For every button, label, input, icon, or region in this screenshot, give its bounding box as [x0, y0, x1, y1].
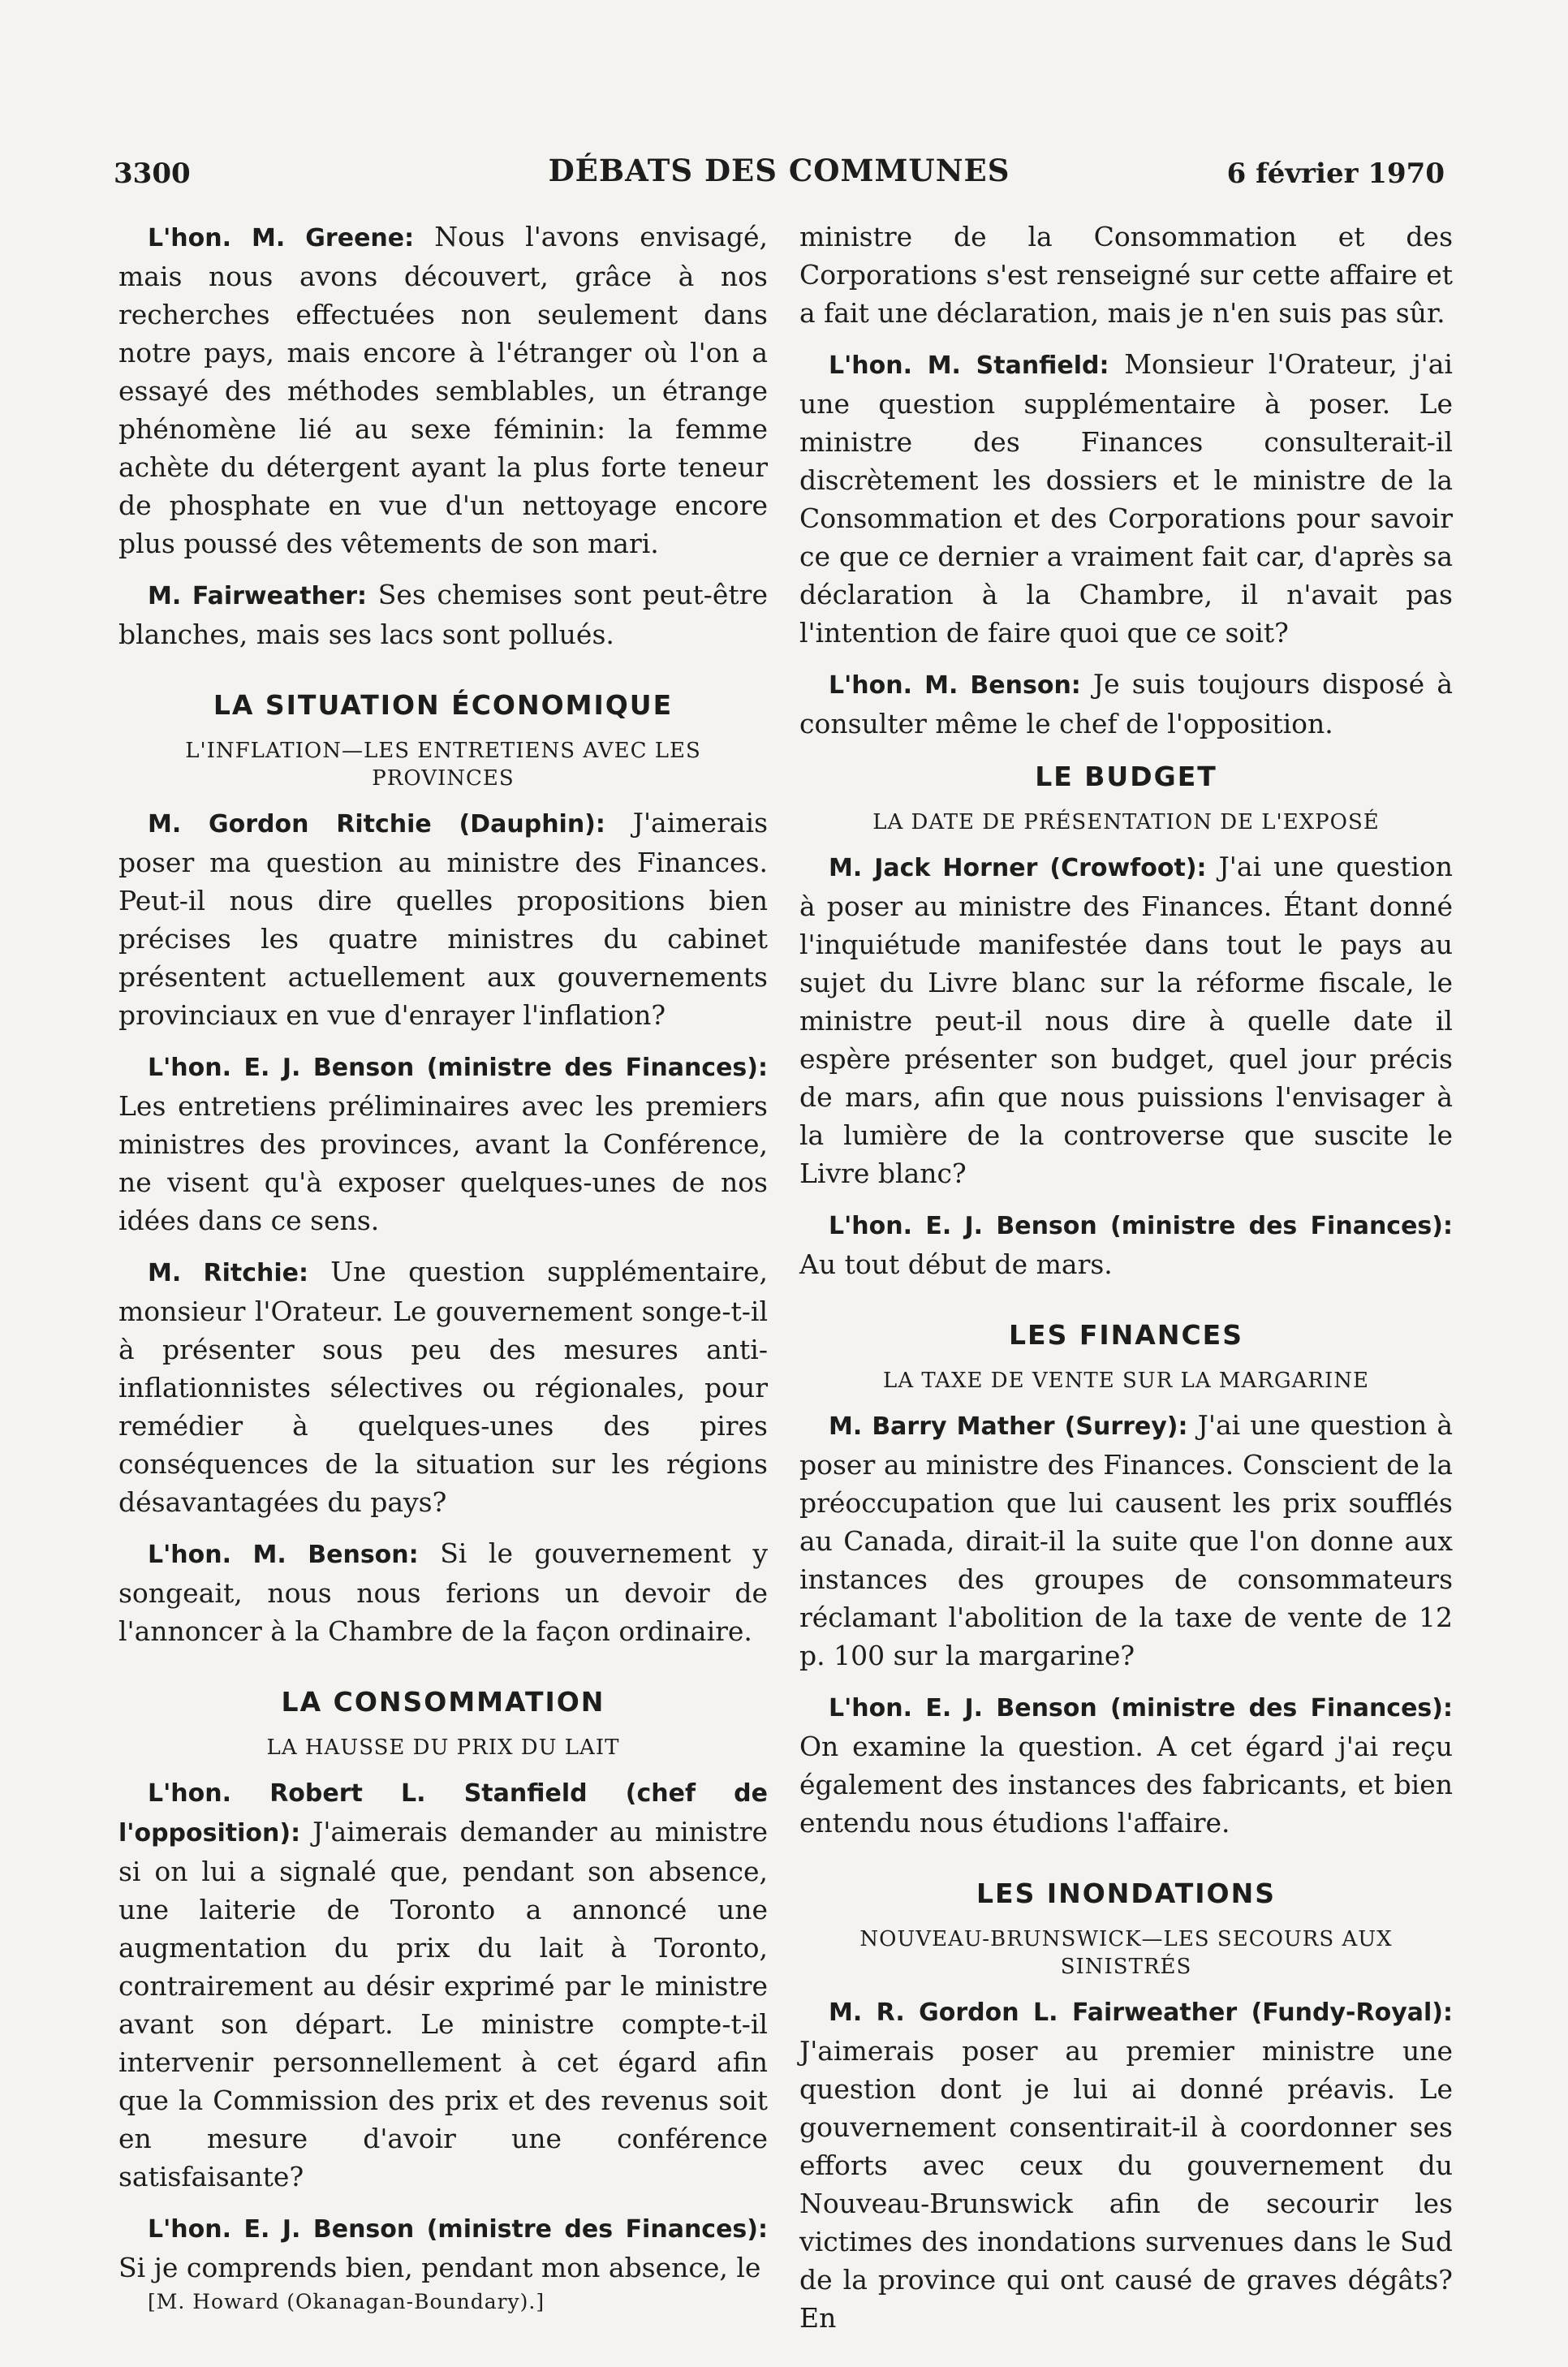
speaker-name: L'hon. M. Benson:: [829, 671, 1081, 700]
page-header: [114, 153, 1445, 193]
speaker-name: L'hon. M. Benson:: [148, 1541, 419, 1569]
speech-text: Nous l'avons envisagé, mais nous avons découvert, grâce à nos recherches effectuées non seulement dans notre pays, mais encore à l'étranger où l'on a essayé des méthodes semblables, un étrange phénomène lié au sexe féminin: la femme achète du détergent ayant la plus forte teneur de phosphate en vue d'un nettoyage encore plus poussé des vêtements de son mari.: [118, 221, 768, 559]
speech-text: On examine la question. A cet égard j'ai reçu également des instances des fabricants, et bien entendu nous étudions l'affaire.: [799, 1731, 1453, 1839]
speech-text: J'ai une question à poser au ministre des Finances. Conscient de la préoccupation que lui causent les prix soufflés au Canada, dirait-il la suite que l'on donne aux instances des groupes de consommateurs réclamant l'abolition de la taxe de vente de 12 p. 100 sur la margarine?: [799, 1409, 1453, 1671]
right-column: [799, 218, 1453, 2350]
speech-text: Je suis toujours disposé à consulter même le chef de l'opposition.: [799, 668, 1454, 739]
speech-text: Au tout début de mars.: [799, 1248, 1113, 1280]
paragraph: [118, 1773, 768, 2196]
speech-text: ministre de la Consommation et des Corporations s'est renseigné sur cette affaire et a fait une déclaration, mais je n'en suis pas sûr.: [799, 221, 1453, 329]
speaker-name: M. Gordon Ritchie (Dauphin):: [148, 810, 605, 839]
paragraph: [118, 576, 768, 653]
subsection-heading: LA HAUSSE DU PRIX DU LAIT: [266, 1735, 620, 1760]
speaker-name: M. Ritchie:: [148, 1259, 308, 1287]
speaker-name: L'hon. E. J. Benson (ministre des Finances):: [148, 1054, 768, 1082]
section-heading: LE BUDGET: [1035, 761, 1217, 792]
speech-text: J'aimerais demander au ministre si on lui a signalé que, pendant son absence, une laiterie de Toronto a annoncé une augmentation du prix du lait à Toronto, contrairement au désir exprimé par le ministre avant son départ. Le ministre compte-t-il intervenir personnellement à cet égard afin que la Commission des prix et des revenus soit en mesure d'avoir une conférence satisfaisante?: [118, 1816, 768, 2192]
speech-text: Monsieur l'Orateur, j'ai une question supplémentaire à poser. Le ministre des Finances consulterait-il discrètement les dossiers et le ministre de la Consommation et des Corporations pour savoir ce que ce dernier a vraiment fait car, d'après sa déclaration à la Chambre, il n'avait pas l'intention de faire quoi que ce soit?: [799, 348, 1453, 649]
speech-text: Ses chemises sont peut-être blanches, mais ses lacs sont pollués.: [118, 579, 768, 650]
subsection-heading: LA DATE DE PRÉSENTATION DE L'EXPOSÉ: [872, 810, 1380, 834]
paragraph: [118, 1534, 768, 1650]
paragraph: [799, 847, 1453, 1192]
paragraph: [118, 804, 768, 1034]
paragraph: [118, 1252, 768, 1521]
footnote: [M. Howard (Okanagan-Boundary).]: [148, 2290, 545, 2313]
speaker-name: L'hon. E. J. Benson (ministre des Finances):: [829, 1212, 1453, 1240]
speech-text: J'aimerais poser ma question au ministre des Finances. Peut-il nous dire quelles propositions bien précises les quatre ministres du cabinet présentent actuellement aux gouvernements provinciaux en vue d'enrayer l'inflation?: [118, 807, 769, 1031]
paragraph: [799, 1205, 1453, 1283]
paragraph: [118, 2209, 768, 2287]
speaker-name: M. Jack Horner (Crowfoot):: [829, 854, 1207, 882]
speaker-name: L'hon. Robert L. Stanfield (chef de l'opposition):: [118, 1779, 768, 1847]
speech-text: J'ai une question à poser au ministre des Finances. Étant donné l'inquiétude manifestée dans tout le pays au sujet du Livre blanc sur la réforme fiscale, le ministre peut-il nous dire à quelle date il espère présenter son budget, quel jour précis de mars, afin que nous puissions l'envisager à la lumière de la controverse que suscite le Livre blanc?: [799, 851, 1453, 1189]
paragraph: [799, 665, 1453, 743]
subsection-heading: L'INFLATION—LES ENTRETIENS AVEC LES PROVINCES: [185, 739, 701, 791]
page-date: 6 février 1970: [1226, 157, 1445, 190]
subsection-heading: LA TAXE DE VENTE SUR LA MARGARINE: [883, 1369, 1369, 1393]
speech-text: Une question supplémentaire, monsieur l'Orateur. Le gouvernement songe-t-il à présenter sous peu des mesures anti-inflationnistes sélectives ou régionales, pour remédier à quelques-unes des pires conséquences de la situation sur les régions désavantagées du pays?: [118, 1256, 768, 1518]
speech-text: Si le gouvernement y songeait, nous nous ferions un devoir de l'annoncer à la Chambre de la façon ordinaire.: [118, 1537, 768, 1647]
paragraph: [799, 345, 1453, 652]
subsection-heading: NOUVEAU-BRUNSWICK—LES SECOURS AUX SINISTRÉS: [859, 1927, 1393, 1979]
paragraph: [799, 1688, 1453, 1842]
section-heading: LA SITUATION ÉCONOMIQUE: [213, 689, 674, 721]
paragraph: [799, 218, 1453, 332]
speaker-name: L'hon. E. J. Benson (ministre des Finances):: [829, 1694, 1453, 1722]
speaker-name: L'hon. M. Stanfield:: [829, 351, 1109, 380]
speaker-name: L'hon. M. Greene:: [148, 224, 415, 252]
paragraph: [799, 1992, 1453, 2337]
paragraph: [118, 1047, 768, 1240]
speech-text: Les entretiens préliminaires avec les premiers ministres des provinces, avant la Conférence, ne visent qu'à exposer quelques-unes de nos idées dans ce sens.: [118, 1090, 768, 1236]
speaker-name: M. Barry Mather (Surrey):: [829, 1412, 1188, 1441]
section-heading: LES FINANCES: [1009, 1319, 1243, 1351]
speaker-name: M. Fairweather:: [148, 582, 368, 610]
speech-text: Si je comprends bien, pendant mon absence, le: [118, 2252, 761, 2283]
left-column: [118, 218, 768, 2316]
speaker-name: L'hon. E. J. Benson (ministre des Finances):: [148, 2215, 768, 2244]
paragraph: [118, 218, 768, 563]
page-number: 3300: [114, 157, 191, 190]
section-heading: LA CONSOMMATION: [281, 1686, 605, 1718]
speech-text: J'aimerais poser au premier ministre une question dont je lui ai donné préavis. Le gouvernement consentirait-il à coordonner ses efforts avec ceux du gouvernement du Nouveau-Brunswick afin de secourir les victimes des inondations survenues dans le Sud de la province qui ont causé de graves dégâts? En: [799, 2035, 1453, 2334]
section-heading: LES INONDATIONS: [976, 1878, 1276, 1909]
paragraph: [799, 1406, 1453, 1675]
running-title: DÉBATS DES COMMUNES: [548, 153, 1010, 188]
speaker-name: M. R. Gordon L. Fairweather (Fundy-Royal):: [829, 1998, 1453, 2027]
